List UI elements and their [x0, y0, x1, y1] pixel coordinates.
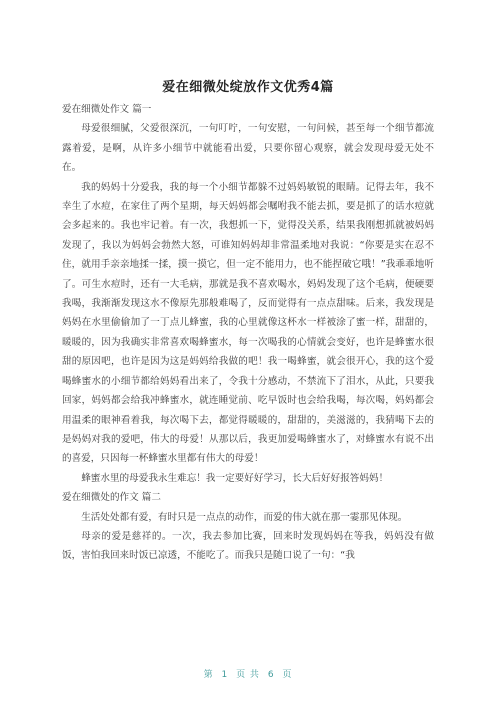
paragraph: 我的妈妈十分爱我，我的每一个小细节都躲不过妈妈敏锐的眼睛。记得去年，我不幸生了水痘，在家住了两个星期，每天妈妈都会嘱咐我不能去抓，要是抓了的话水痘就会多起来的。我也牢记着。有一次，我想抓一下，觉得没关系，结果我刚想抓就被妈妈发现了，我以为妈妈会勃然大怒，可谁知妈妈却非常温柔地对我说：“你要是实在忍不住，就用手亲亲地揉一揉，摸一摸它，但一定不能用力，也不能捏破它哦！”我乖乖地听了。可生水痘时，还有一大毛病，那就是我不喜欢喝水，妈妈发现了这个毛病，便硬要我喝，我渐渐发现这水不像原先那般难喝了，反而觉得有一点点甜味。后来，我发现是妈妈在水里偷偷加了一丁点儿蜂蜜，我的心里就像这杯水一样被涂了蜜一样，甜甜的，暖暖的，因为我确实非常喜欢喝蜂蜜水，每一次喝我的心情就会变好，也许是蜂蜜水很甜的原因吧，也许是因为这是妈妈给我做的吧！我一喝蜂蜜，就会很开心，我的这个爱喝蜂蜜水的小细节都给妈妈看出来了，令我十分感动，不禁流下了泪水，从此，只要我回家，妈妈都会给我冲蜂蜜水，就连睡觉前、吃早饭时也会给我喝，每次喝，妈妈都会用温柔的眼神看着我，每次喝下去，都觉得暖暖的，甜甜的，美滋滋的，我猜喝下去的是妈妈对我的爱吧，伟大的母爱！从那以后，我更加爱喝蜂蜜水了，对蜂蜜水有说不出的喜爱，只因每一杯蜂蜜水里都有伟大的母爱！ [62, 181, 434, 465]
paragraph: 母爱很细腻，父爱很深沉，一句叮咛，一句安慰，一句问候，甚至每一个细节都流露着爱，是啊，从许多小细节中就能看出爱，只要你留心观察，就会发现母爱无处不在。 [62, 123, 434, 174]
document-body [62, 100, 434, 566]
paragraph: 生活处处都有爱，有时只是一点点的动作，而爱的伟大就在那一霎那见体现。 [81, 511, 408, 523]
footer-prefix: 第 [203, 670, 214, 680]
document-title: 爱在细微处绽放作文优秀4篇 [162, 80, 334, 95]
section-heading: 爱在细微处的作文 篇二 [62, 492, 161, 504]
footer-middle: 页 共 [236, 670, 260, 680]
footer-suffix: 页 [282, 670, 293, 680]
footer-total-pages: 6 [267, 670, 275, 680]
footer-current-page: 1 [221, 670, 229, 680]
paragraph: 母亲的爱是慈祥的。一次，我去参加比赛，回来时发现妈妈在等我，妈妈没有做饭，害怕我回来时饭已凉透，不能吃了。而我只是随口说了一句：“我 [62, 530, 434, 562]
page-footer [0, 667, 496, 680]
paragraph: 蜂蜜水里的母爱我永生难忘！我一定要好好学习，长大后好好报答妈妈！ [81, 472, 389, 484]
section-heading: 爱在细微处作文 篇一 [62, 104, 152, 115]
